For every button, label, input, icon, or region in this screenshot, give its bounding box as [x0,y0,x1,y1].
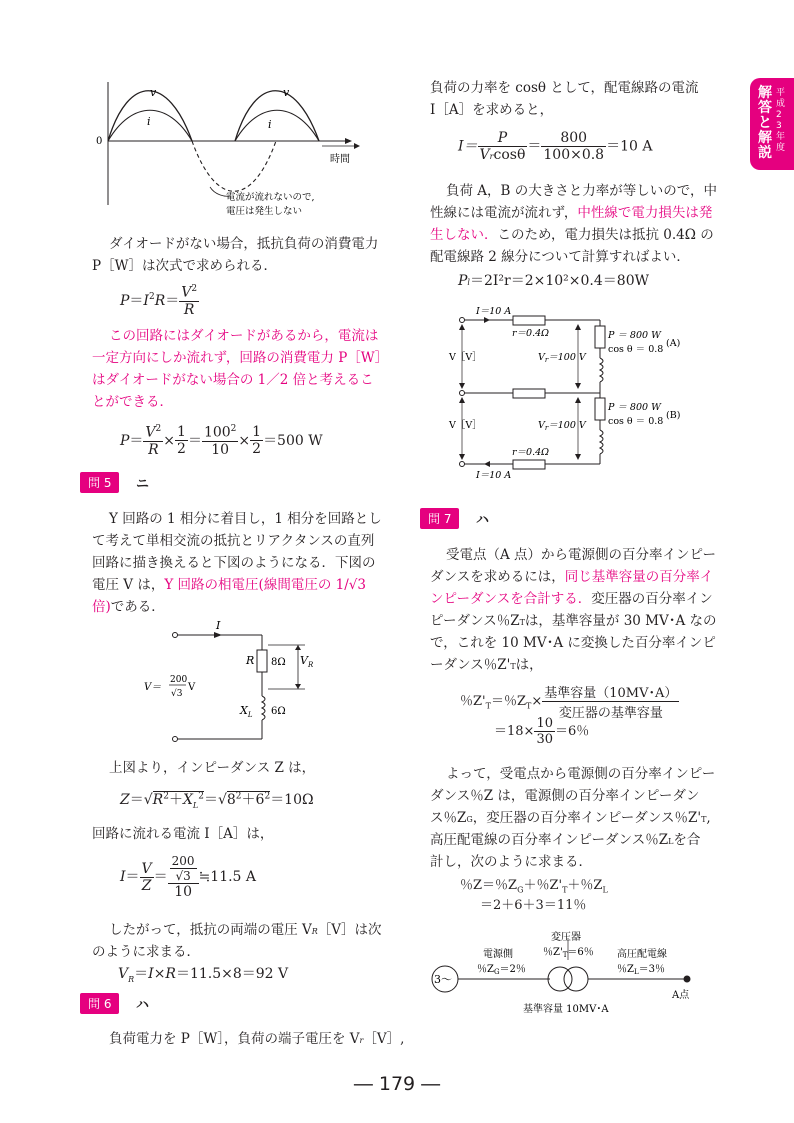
circ5-VR-sub: R [307,661,314,669]
para-s-2 [430,566,713,588]
c7-zl: ％Z [617,964,634,975]
circ5-V: V＝ [144,682,162,693]
c6-B: (B) [666,410,681,421]
section-tab [750,78,794,170]
para-s-4b: は，基準容量が 30 MV･A なの [524,613,717,629]
para-s-6: ーダンス％Z'Tは， [430,657,543,673]
eq6-den: V [479,147,490,163]
para-t-4a: 高圧配電線の百分率インピーダンス％Z [430,832,669,848]
wave-i1: i [147,115,151,128]
para-s-6a: ーダンス％Z' [430,657,511,673]
para-r-4-pre: 性線には電流が流れず， [430,205,578,221]
pink-note-3: はダイオードがない場合の 1／2 倍と考えるこ [92,372,374,388]
svg-text:VR [300,654,314,669]
eq-current: I＝ $\frac{V}{Z}$ ＝ $\frac{\frac{200}{√3}}{10}$ ≒11.5 A [120,854,257,900]
para-s-3 [430,588,713,610]
para-r-5-pink: 生しない． [430,227,498,243]
wave-zero: 0 [96,136,103,147]
question-6-answer: ハ [136,998,150,1013]
para-t-3b: ，変圧器の百分率インピーダンス％Z' [472,810,702,826]
wave-i2: i [268,118,272,131]
para-vr-1a: したがって，抵抗の両端の電圧 V [109,922,312,938]
eq10: ％Z＝％Z [460,878,518,893]
para-q6-1a: 負荷電力を P［W］，負荷の端子電圧を V [109,1031,360,1047]
wave-note2: 電圧は発生しない [226,206,303,217]
question-5-answer: ニ [136,477,150,492]
c7-zt: ％Z' [543,947,563,958]
para-s-4a: ピーダンス％Z [430,613,520,629]
eq8-mid: ＝％Z [490,694,526,709]
para-q5-3: 回路に描き換えると下図のようになる．下図の [92,555,376,571]
para-vr-1b: ［V］は次 [317,922,382,938]
para-s-3-pink: ンピーダンスを合計する． [430,591,592,607]
eq6-res: ＝10 A [606,138,653,155]
svg-text:％ZG＝2％: ％$Z_G=2$％ [477,964,526,976]
eq10c: ＋％Z [567,878,603,893]
question-5-badge: 問 5 [80,472,119,493]
c7-base: 基準容量 10MV･A [523,1004,609,1015]
wave-v2: v [283,86,290,99]
para-t-2: ダンス％Z は，電源側の百分率インピーダン [430,788,700,804]
svg-text:XL [239,704,253,719]
circuit-q6 [448,298,688,488]
pink-note-1: この回路にはダイオードがあるから，電流は [109,328,379,344]
c7-gen: 電源側 [483,949,513,960]
section-tab-main: 解答と解説 [758,85,772,161]
circuit-q5 [140,618,330,748]
para-r-3: 負荷 A，B の大きさと力率が等しいので，中 [446,183,717,199]
eq6-left: I＝ [458,138,478,155]
para-r-4-pink: 中性線で電力損失は発 [577,205,713,221]
para-r-4 [430,202,712,224]
eq10b: ＋％Z' [523,878,563,893]
c7-src: 3～ [434,973,452,986]
question-6-badge: 問 6 [80,993,119,1014]
para-s-4: ピーダンス％ZTは，基準容量が 30 MV･A なの [430,613,717,629]
eq9-den: 30 [536,732,553,747]
eq7b: ＝2I²r＝2×10²×0.4＝80W [469,273,649,289]
para-vr-2: のように求まる． [92,944,200,960]
c6-A: (A) [666,338,681,349]
circ5-Rval: 8Ω [271,657,286,668]
svg-text:Vr＝100 V: $V_r=100$ V [538,352,586,364]
c7-apt: A点 [672,990,690,1001]
eq9-res: ＝6％ [554,724,590,739]
circuit-q7 [425,918,715,1018]
eq6-den2: cosθ [493,147,526,163]
eq9-num: 10 [536,716,553,731]
c6-PB: P ＝ 800 W [608,402,661,413]
circ5-Vnum: 200 [170,675,188,685]
svg-text:％Z'T＝6％: ％$Z'_T=6$％ [543,947,594,959]
eq8-num: 基準容量（10MV･A） [542,682,679,702]
para-q5-5-pink: 倍) [92,599,111,615]
waveform-figure [90,80,360,220]
para-q5-2: て考えて単相交流の抵抗とリアクタンスの直列 [92,533,375,549]
c6-cosB: cos θ ＝ 0.8 [608,416,664,427]
eq9: ＝18× [494,724,535,739]
c6-Itop: I＝10 A [476,306,512,317]
c6-Vr1b: ＝100 V [548,352,586,363]
eq-transform: ％$Z'_T=$％$Z_T\times$ $\frac{\text{基準容量（10MV･A）}}{\text{変圧器の基準容量}}$ [460,682,679,721]
para-r-1: 負荷の力率を cosθ として，配電線路の電流 [430,80,699,96]
c6-V2: V［V］ [449,420,482,431]
para-diode-1: ダイオードがない場合，抵抗負荷の消費電力 [109,236,379,252]
para-s-2-pre: ダンスを求めるには， [430,569,565,585]
c7-zg: ％Z [477,964,494,975]
para-current: 回路に流れる電流 I［A］は， [92,826,274,842]
eq-vr: $V_R=I\times R=11.5\times 8=92$ V [118,966,289,984]
para-s-5: で，これを 10 MV･A に変換した百分率インピ [430,635,716,651]
wave-note1: 電流が流れないので, [226,192,315,203]
para-q5-4-pink: Y 回路の相電圧(線間電圧の 1/√3 [164,577,366,593]
para-r-5-post: このため，電力損失は抵抗 0.4Ω の [497,227,714,243]
para-r-2: I［A］を求めると， [430,102,554,118]
eq-total-2: ＝2＋6＋3＝11％ [480,898,587,913]
c7-tr: 変圧器 [551,932,581,943]
c6-V1: V［V］ [449,352,482,363]
svg-text:Vr＝100 V: $V_r=100$ V [538,420,586,432]
c6-cosA: cos θ ＝ 0.8 [608,344,664,355]
page-number: ― 179 ― [353,1073,441,1095]
para-q6-1b: ［V］, [363,1031,405,1047]
circ5-XLval: 6Ω [271,706,286,717]
circ5-Vunit: V [188,682,196,693]
para-q6-1: 負荷電力を P［W］，負荷の端子電圧を Vr［V］, [109,1031,405,1047]
question-7-badge: 問 7 [420,508,459,529]
para-t-3a: ス％Z [430,810,467,826]
eq8-den: 変圧器の基準容量 [558,706,663,721]
c7-zgv: ＝2％ [499,964,526,975]
question-7-answer: ハ [476,513,490,528]
para-vr-1: したがって，抵抗の両端の電圧 VR［V］は次 [109,922,382,938]
svg-text:％ZL＝3％: ％$Z_L=3$％ [617,964,665,976]
para-q5-5-post: である． [110,599,165,615]
circ5-VR: V [300,654,308,667]
para-s-6b: は， [515,657,543,673]
eq7: P [458,273,468,289]
para-t-4b: を合 [673,832,701,848]
para-q5-4 [92,574,366,596]
para-s-1: 受電点（A 点）から電源側の百分率インピー [446,547,716,563]
wave-time: 時間 [330,154,350,165]
para-s-2-pink: 同じ基準容量の百分率イ [564,569,714,585]
para-t-4: 高圧配電線の百分率インピーダンス％ZLを合 [430,832,701,848]
circ5-XL: X [240,704,248,717]
circ5-I: I [216,619,221,632]
pink-note-2: 一定方向にしか流れず，回路の消費電力 P［W］ [92,350,389,366]
para-q5-1: Y 回路の 1 相分に着目し，1 相分を回路とし [109,511,382,527]
para-q5-5 [92,596,165,618]
c7-ztv: ＝6％ [567,947,594,958]
para-q5-4-pre: 電圧 V は， [92,577,165,593]
eq-line-current: I＝ $\frac{P}{Vrcos\theta}$ ＝ $\frac{800}{100\times 0.8}$ ＝10 A [458,130,653,163]
c6-Ibot: I＝10 A [476,470,512,481]
c6-PA: P ＝ 800 W [608,330,661,341]
pink-note-4: とができる． [92,394,173,410]
circ5-Vden: √3 [171,689,183,699]
eq-power-1: $P=I^2R=$ $\frac{V^2}{R}$ [120,284,198,318]
para-impedance: 上図より，インピーダンス Z は， [109,760,316,776]
para-r-5 [430,224,714,246]
c7-line: 高圧配電線 [617,949,667,960]
eq6-num: P [497,130,508,146]
circ5-XL-sub: L [247,711,253,719]
eq6-num2: 800 [541,130,606,147]
para-t-5: 計し，次のように求まる． [430,854,592,870]
c6-rtop: r＝0.4Ω [512,328,550,339]
para-t-1: よって，受電点から電源側の百分率インピー [446,766,716,782]
para-s-3-post: 変圧器の百分率イン [591,591,713,607]
para-diode-2: P［W］は次式で求められる． [92,258,277,274]
circ5-R: R [246,654,255,667]
eq-total: ％Z＝％$Z_G+$％$Z'_T+$％$Z_L$ [460,878,608,895]
eq-transform-2 [494,716,589,747]
section-tab-year: 平成23年度 [776,88,786,153]
eq8-left: ％Z' [460,694,486,709]
para-r-6: 配電線路 2 線分について計算すればよい． [430,249,690,265]
c7-zlv: ＝3％ [638,964,665,975]
para-t-3: ス％ZG，変圧器の百分率インピーダンス％Z'T, [430,810,711,826]
eq6-mid: ＝ [527,138,542,155]
eq6-den3: 100×0.8 [543,147,605,163]
eq8-x: × [531,694,543,709]
c6-Vr2b: ＝100 V [548,420,586,431]
wave-v1: v [150,86,157,99]
c6-Vr1: V [538,352,545,363]
eq-loss: Pl＝2I²r＝2×10²×0.4＝80W [458,273,649,289]
c6-Vr2: V [538,420,545,431]
eq-power-2: P＝ $\frac{V^2}{R}$ × $\frac{1}{2}$ ＝ $\frac{100^2}{10}$ × $\frac{1}{2}$ ＝500 W [120,424,323,458]
c6-rbot: r＝0.4Ω [512,447,550,458]
eq-impedance: $Z=√R^2+X_L^2=√8^2+6^2=10\Omega$ [120,791,314,810]
